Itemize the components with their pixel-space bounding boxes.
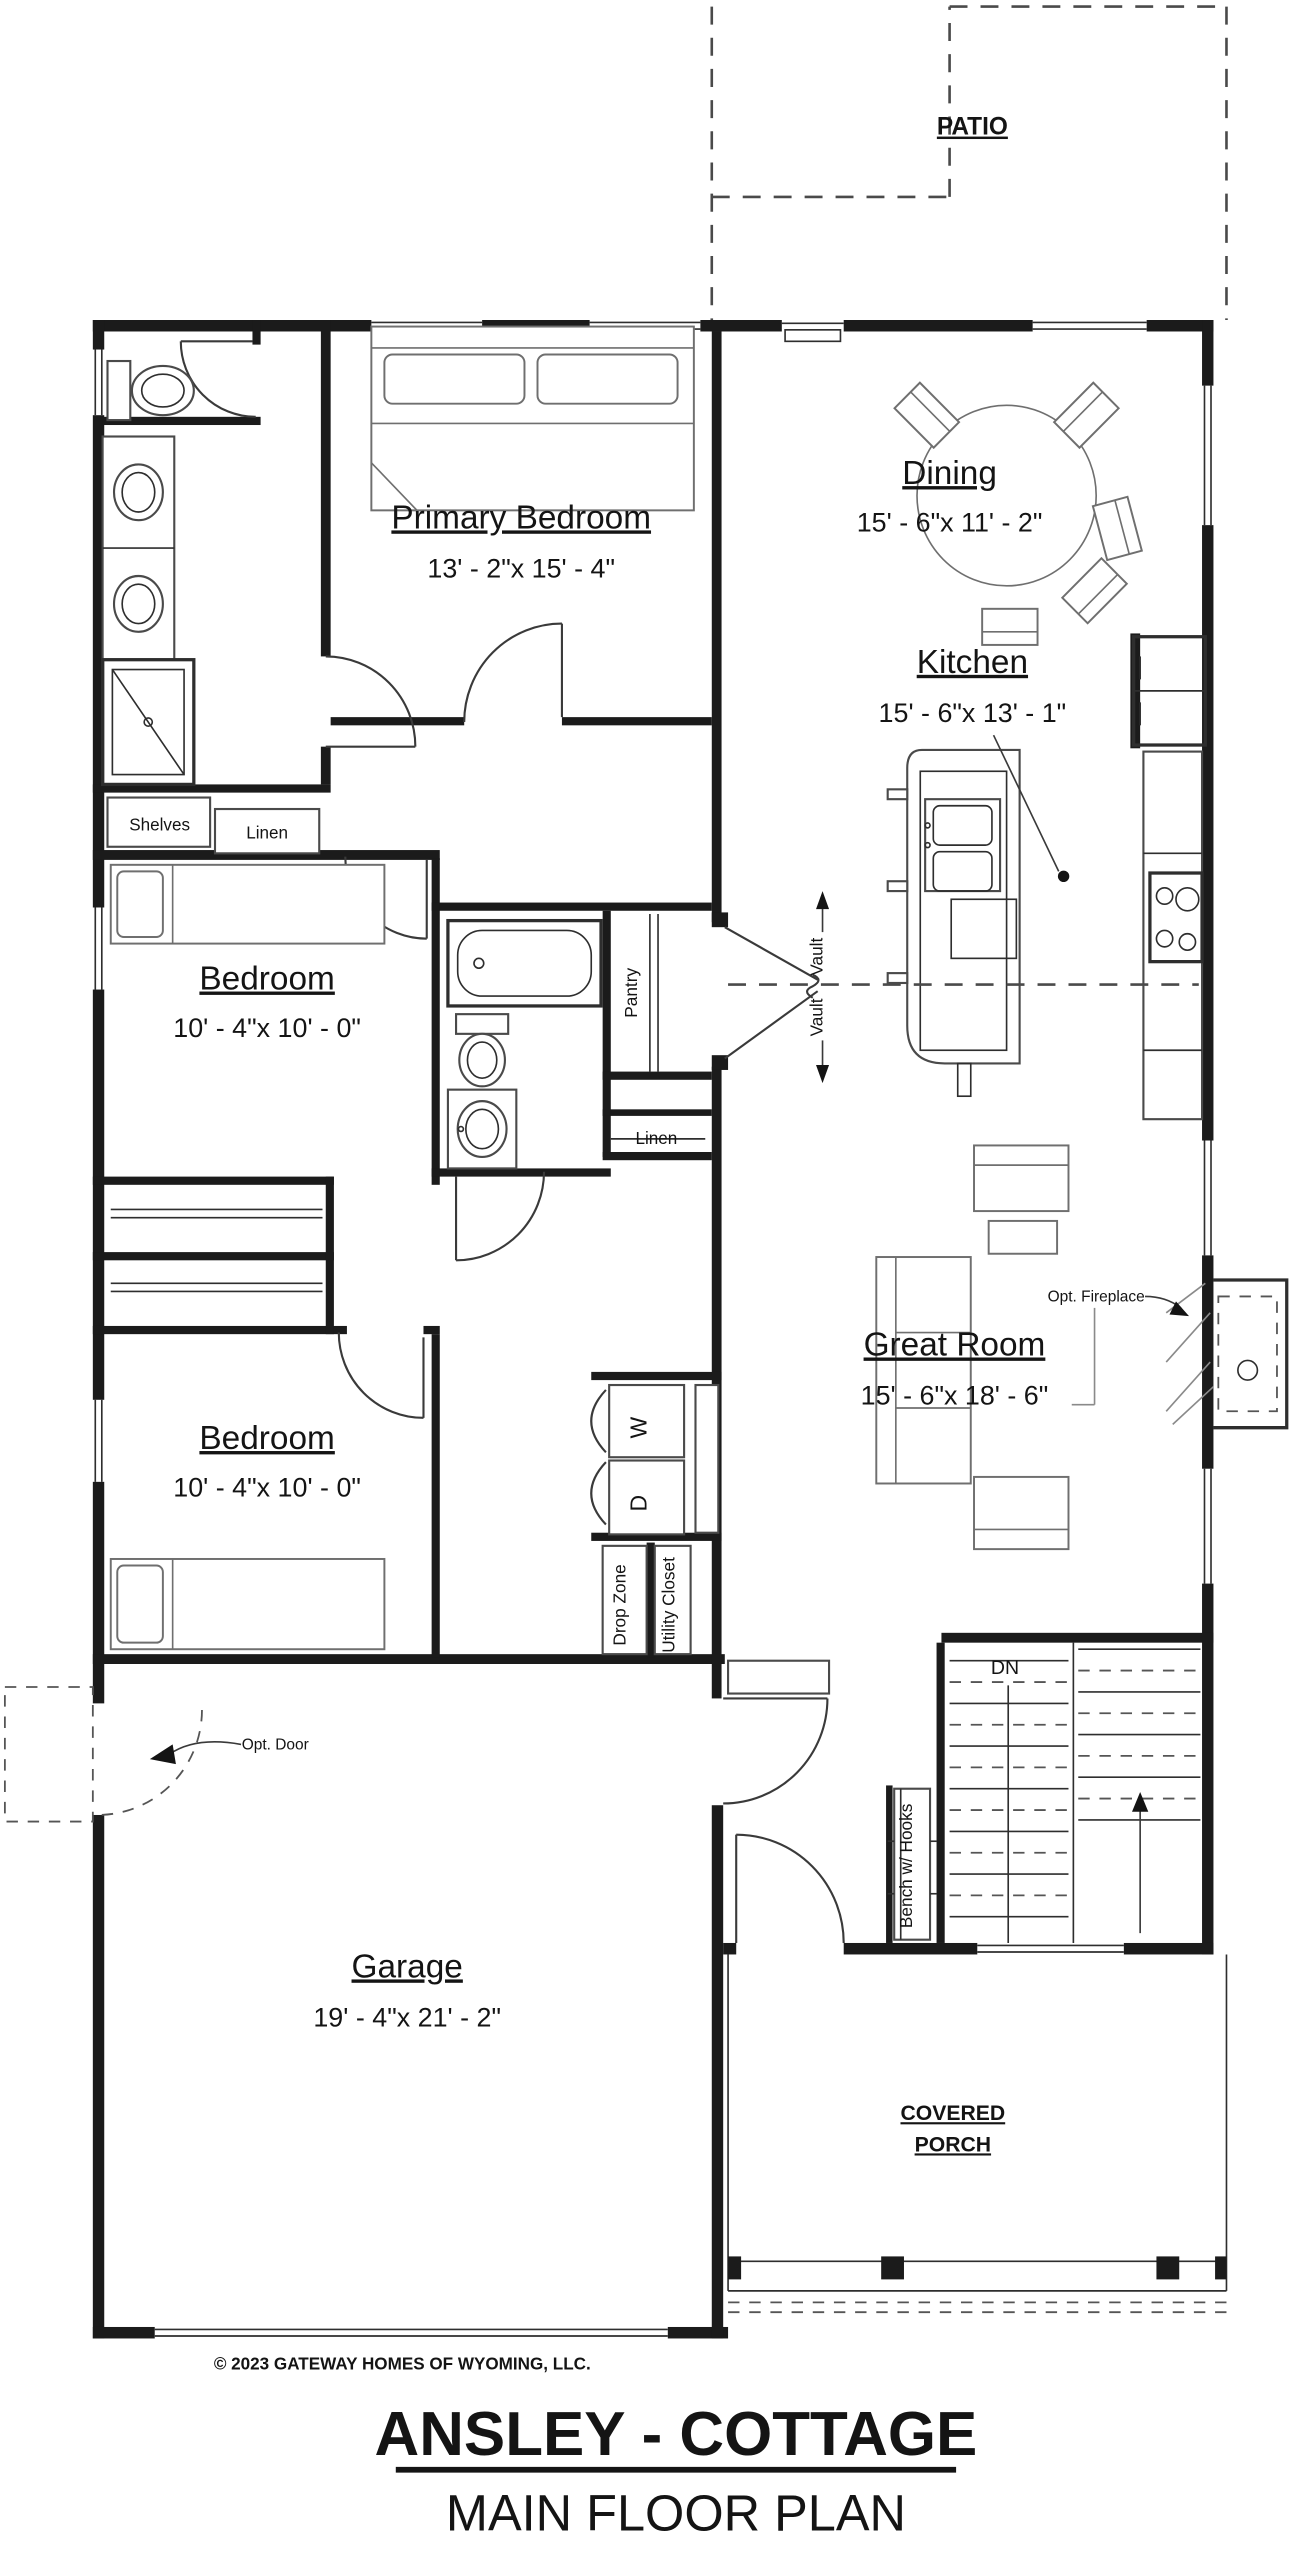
pantry-label: Pantry [620, 967, 641, 1018]
bedroom-lower-dims: 10' - 4"x 10' - 0" [173, 1472, 361, 1503]
primary-bed [371, 327, 694, 511]
porch-post [1156, 2256, 1179, 2279]
garage-dims: 19' - 4"x 21' - 2" [313, 2002, 502, 2033]
double-vanity [103, 437, 175, 660]
great-room-name: Great Room [863, 1326, 1046, 1364]
drop-zone-label: Drop Zone [609, 1564, 630, 1646]
kitchen-dims: 15' - 6"x 13' - 1" [878, 697, 1067, 729]
bathtub-icon [448, 921, 601, 1006]
garage-name: Garage [351, 1948, 463, 1986]
garage-details [5, 1661, 829, 1822]
opt-door-label: Opt. Door [241, 1736, 309, 1754]
dining-name: Dining [902, 454, 997, 493]
linen-hall-label: Linen [635, 1127, 678, 1148]
dining-dims: 15' - 6"x 11' - 2" [856, 507, 1043, 538]
porch-post [1215, 2256, 1226, 2279]
shower-icon [103, 660, 194, 785]
plan-title: ANSLEY - COTTAGE [374, 2399, 978, 2470]
primary-bedroom-dims: 13' - 2"x 15' - 4" [427, 553, 616, 584]
laundry-appliances [609, 1385, 684, 1534]
bedroom-upper-dims: 10' - 4"x 10' - 0" [173, 1013, 361, 1044]
kitchen-counter [1143, 752, 1202, 1120]
bench-label: Bench w/ Hooks [896, 1803, 917, 1929]
patio-outline [712, 7, 1227, 320]
porch-post [728, 2256, 741, 2279]
great-room-dims: 15' - 6"x 18' - 6" [860, 1380, 1049, 1411]
stairs [950, 1643, 1201, 1943]
utility-closet-label: Utility Closet [658, 1557, 679, 1653]
kitchen-island [888, 750, 1020, 1096]
kitchen-name: Kitchen [916, 643, 1029, 681]
bedroom-upper-name: Bedroom [199, 960, 335, 998]
primary-bedroom-name: Primary Bedroom [391, 499, 652, 537]
porch-post [881, 2256, 904, 2279]
vault-down-label: Vault [806, 998, 827, 1037]
opt-fireplace-label: Opt. Fireplace [1047, 1288, 1145, 1306]
kitchen-sink-icon [925, 799, 1000, 891]
plan-subtitle: MAIN FLOOR PLAN [445, 2484, 906, 2542]
washer-label: W [625, 1416, 652, 1439]
dryer-label: D [625, 1494, 652, 1512]
covered-porch-label-1: COVERED [900, 2101, 1006, 2126]
vanity-sink-icon [448, 1090, 516, 1169]
bed-upper [111, 865, 385, 944]
stairs-dn-label: DN [990, 1656, 1020, 1679]
bedroom-lower-name: Bedroom [199, 1419, 335, 1458]
shelves-label: Shelves [129, 814, 191, 835]
bed-lower [111, 1559, 385, 1649]
toilet-icon [456, 1014, 508, 1086]
linen-upper-label: Linen [246, 822, 289, 843]
refrigerator-icon [1130, 633, 1205, 748]
copyright-text: © 2023 GATEWAY HOMES OF WYOMING, LLC. [213, 2353, 591, 2374]
patio-label: PATIO [936, 113, 1008, 141]
toilet-icon [108, 361, 194, 420]
title-block [214, 2354, 977, 2542]
covered-porch-label-2: PORCH [914, 2132, 992, 2157]
hall-bath-fixtures [448, 921, 601, 1169]
vault-up-label: Vault [806, 937, 827, 976]
